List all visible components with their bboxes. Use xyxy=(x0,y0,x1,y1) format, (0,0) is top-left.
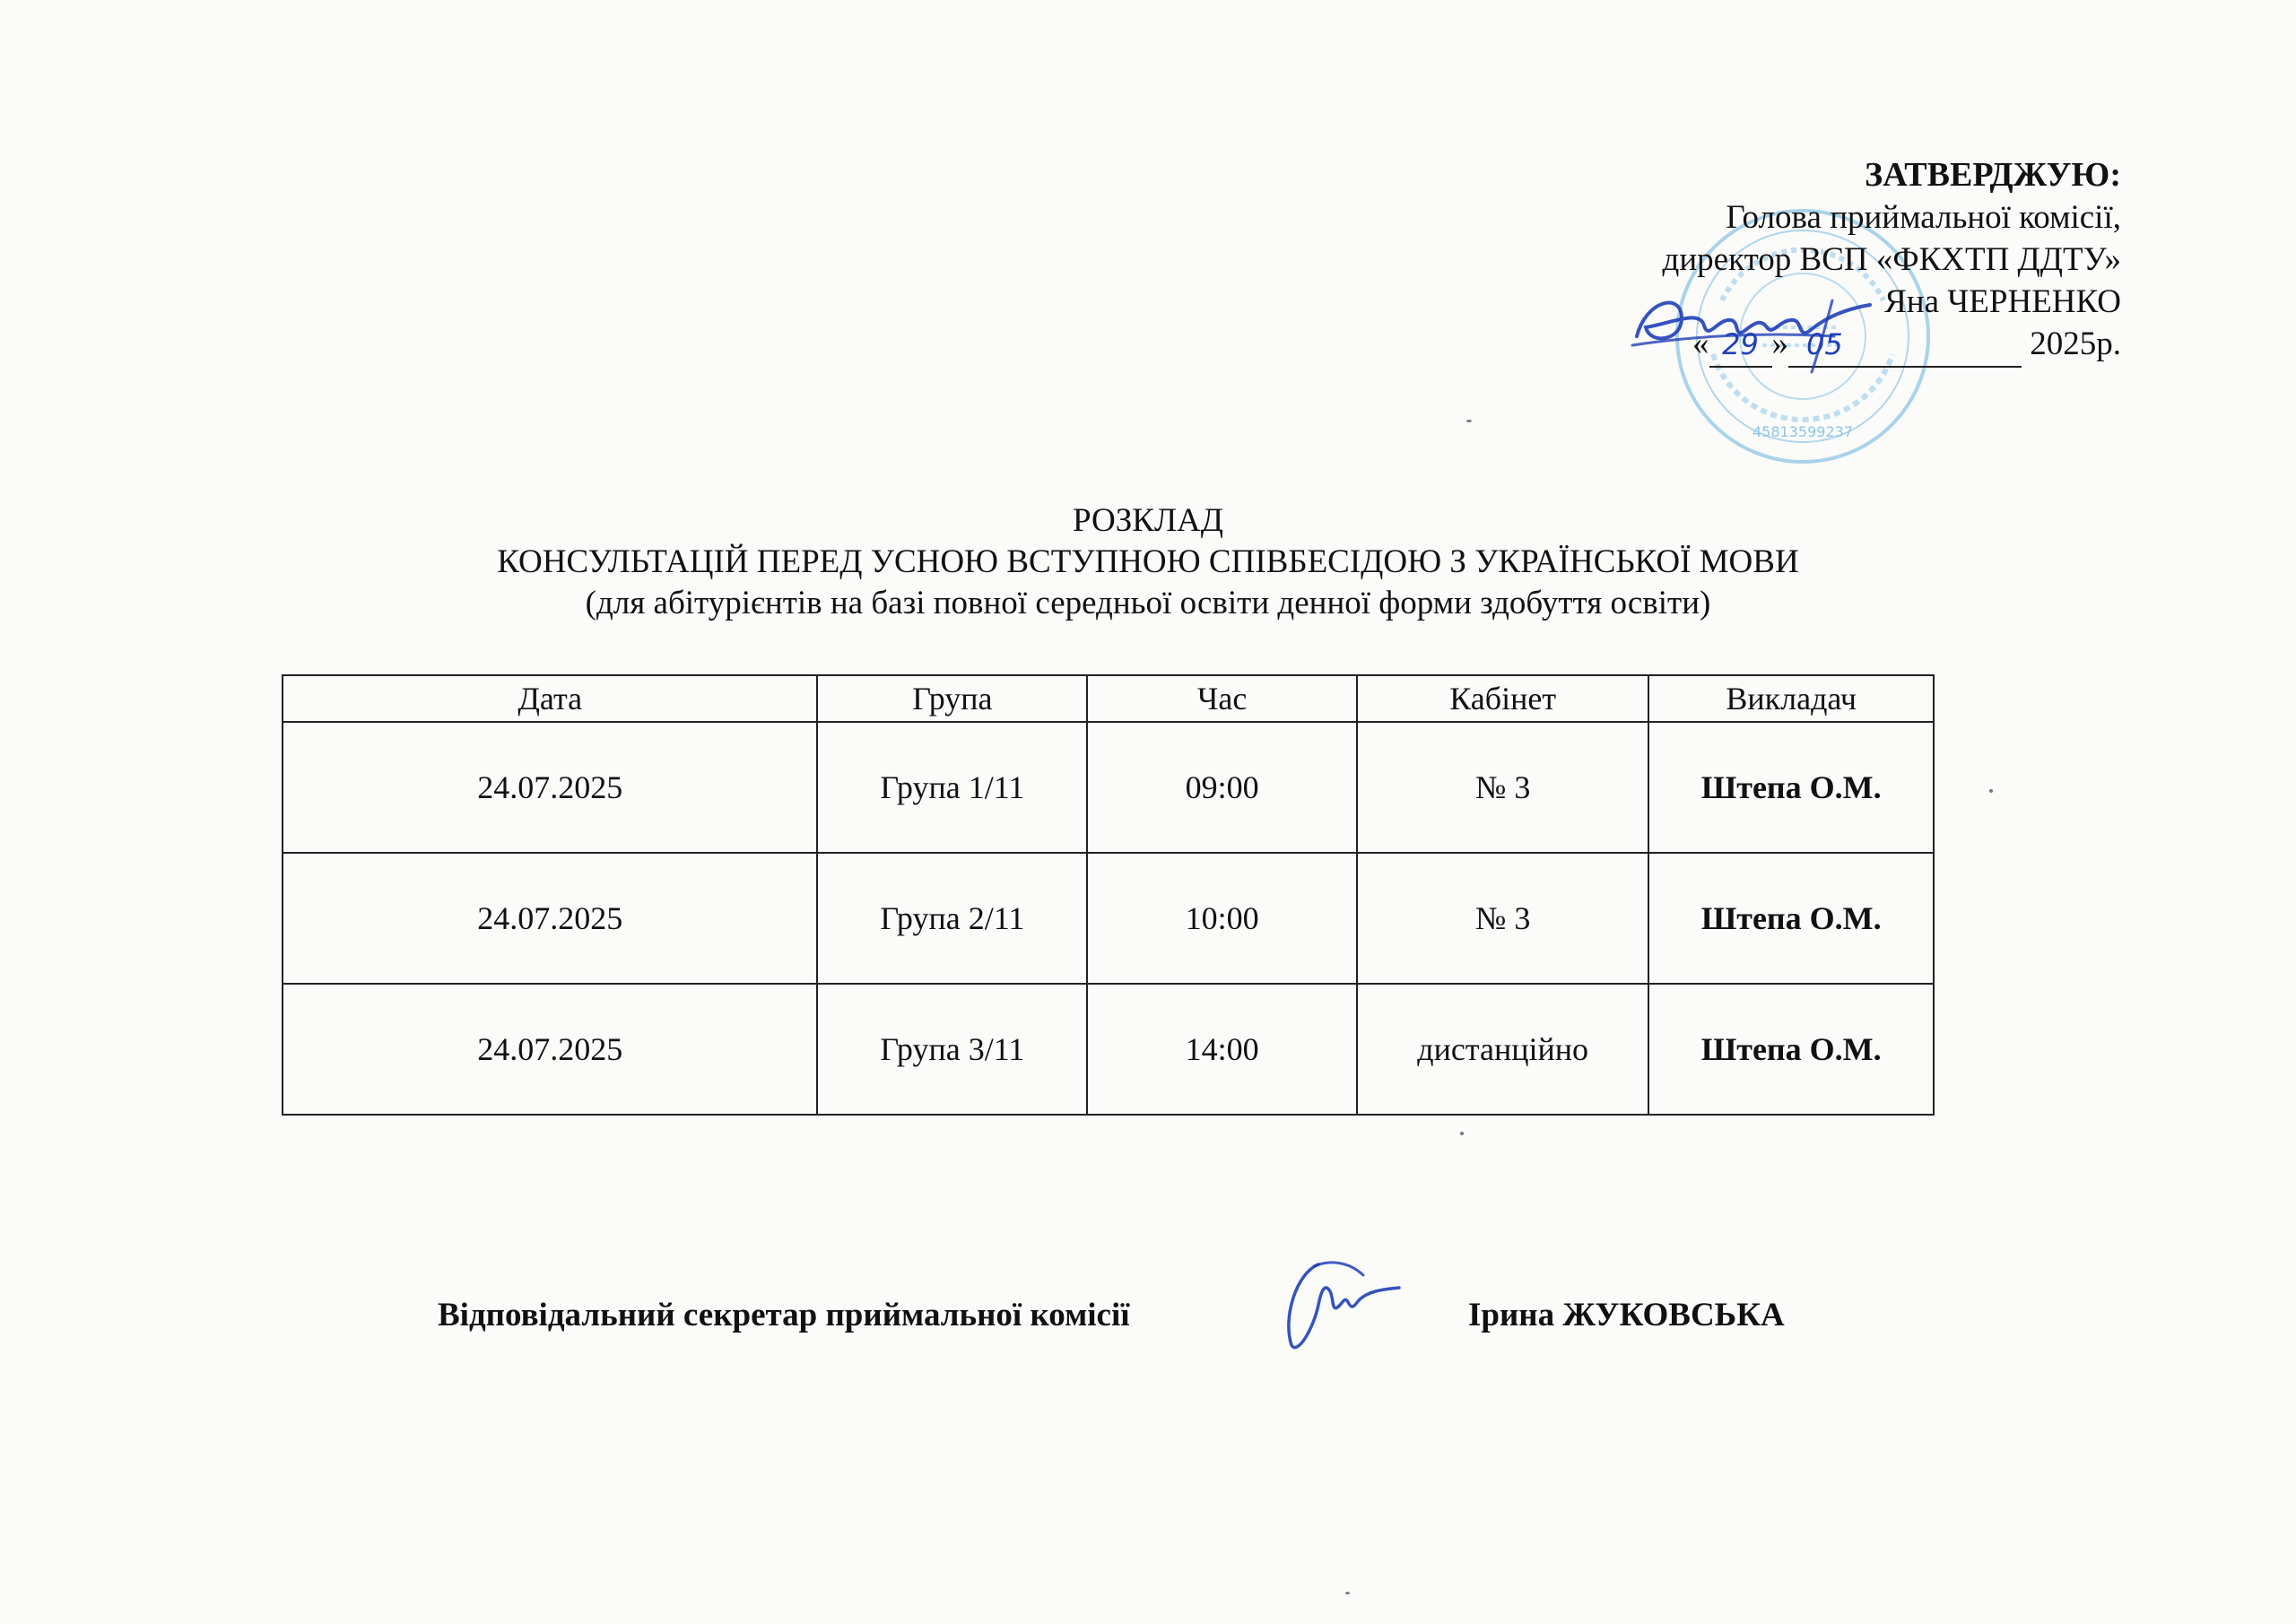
signature-footer xyxy=(0,1296,2296,1350)
approval-title: ЗАТВЕРДЖУЮ: xyxy=(1865,156,2121,194)
director-signature xyxy=(1619,274,1888,381)
approval-organization: директор ВСП «ФКХТП ДДТУ» xyxy=(1662,241,2121,278)
scan-speck xyxy=(1345,1592,1350,1594)
heading-title: РОЗКЛАД xyxy=(1072,502,1224,539)
header-teacher: Викладач xyxy=(1648,675,1934,722)
cell-date: 24.07.2025 xyxy=(283,722,817,853)
cell-teacher: Штепа О.М. xyxy=(1648,722,1934,853)
cell-date: 24.07.2025 xyxy=(283,984,817,1115)
heading-note: (для абітурієнтів на базі повної середньої освіти денної форми здобуття освіти) xyxy=(585,585,1711,621)
header-time: Час xyxy=(1087,675,1357,722)
quote-open: « xyxy=(1692,326,1709,362)
cell-room: № 3 xyxy=(1357,853,1648,984)
cell-group: Група 1/11 xyxy=(817,722,1087,853)
approval-position: Голова приймальної комісії, xyxy=(1726,199,2121,236)
table-row xyxy=(283,853,1934,984)
stamp-code: 45813599237 xyxy=(1752,423,1853,440)
cell-group: Група 2/11 xyxy=(817,853,1087,984)
secretary-name: Ірина ЖУКОВСЬКА xyxy=(1468,1297,1785,1333)
cell-room: № 3 xyxy=(1357,722,1648,853)
cell-teacher: Штепа О.М. xyxy=(1648,853,1934,984)
quote-close: » xyxy=(1771,326,1788,362)
scan-speck xyxy=(1460,1132,1464,1135)
cell-room: дистанційно xyxy=(1357,984,1648,1115)
scan-speck xyxy=(1989,789,1993,793)
header-room: Кабінет xyxy=(1357,675,1648,722)
document-heading xyxy=(0,500,2296,624)
scan-speck xyxy=(1466,420,1472,422)
approval-day: 29 xyxy=(1709,324,1772,368)
cell-time: 10:00 xyxy=(1087,853,1357,984)
approval-month: 05 xyxy=(1788,324,2022,368)
secretary-signature xyxy=(1278,1255,1404,1359)
approval-year: 2025р. xyxy=(2030,326,2121,362)
table-header-row xyxy=(283,675,1934,722)
schedule-table xyxy=(282,674,1935,1116)
table-row xyxy=(283,722,1934,853)
cell-time: 09:00 xyxy=(1087,722,1357,853)
cell-date: 24.07.2025 xyxy=(283,853,817,984)
secretary-role: Відповідальний секретар приймальної комісії xyxy=(438,1297,1130,1333)
table-row xyxy=(283,984,1934,1115)
header-group: Група xyxy=(817,675,1087,722)
approver-name: Яна ЧЕРНЕНКО xyxy=(1884,283,2121,320)
cell-group: Група 3/11 xyxy=(817,984,1087,1115)
cell-teacher: Штепа О.М. xyxy=(1648,984,1934,1115)
header-date: Дата xyxy=(283,675,817,722)
heading-subtitle: КОНСУЛЬТАЦІЙ ПЕРЕД УСНОЮ ВСТУПНОЮ СПІВБЕСІДОЮ З УКРАЇНСЬКОЇ МОВИ xyxy=(497,543,1799,580)
cell-time: 14:00 xyxy=(1087,984,1357,1115)
